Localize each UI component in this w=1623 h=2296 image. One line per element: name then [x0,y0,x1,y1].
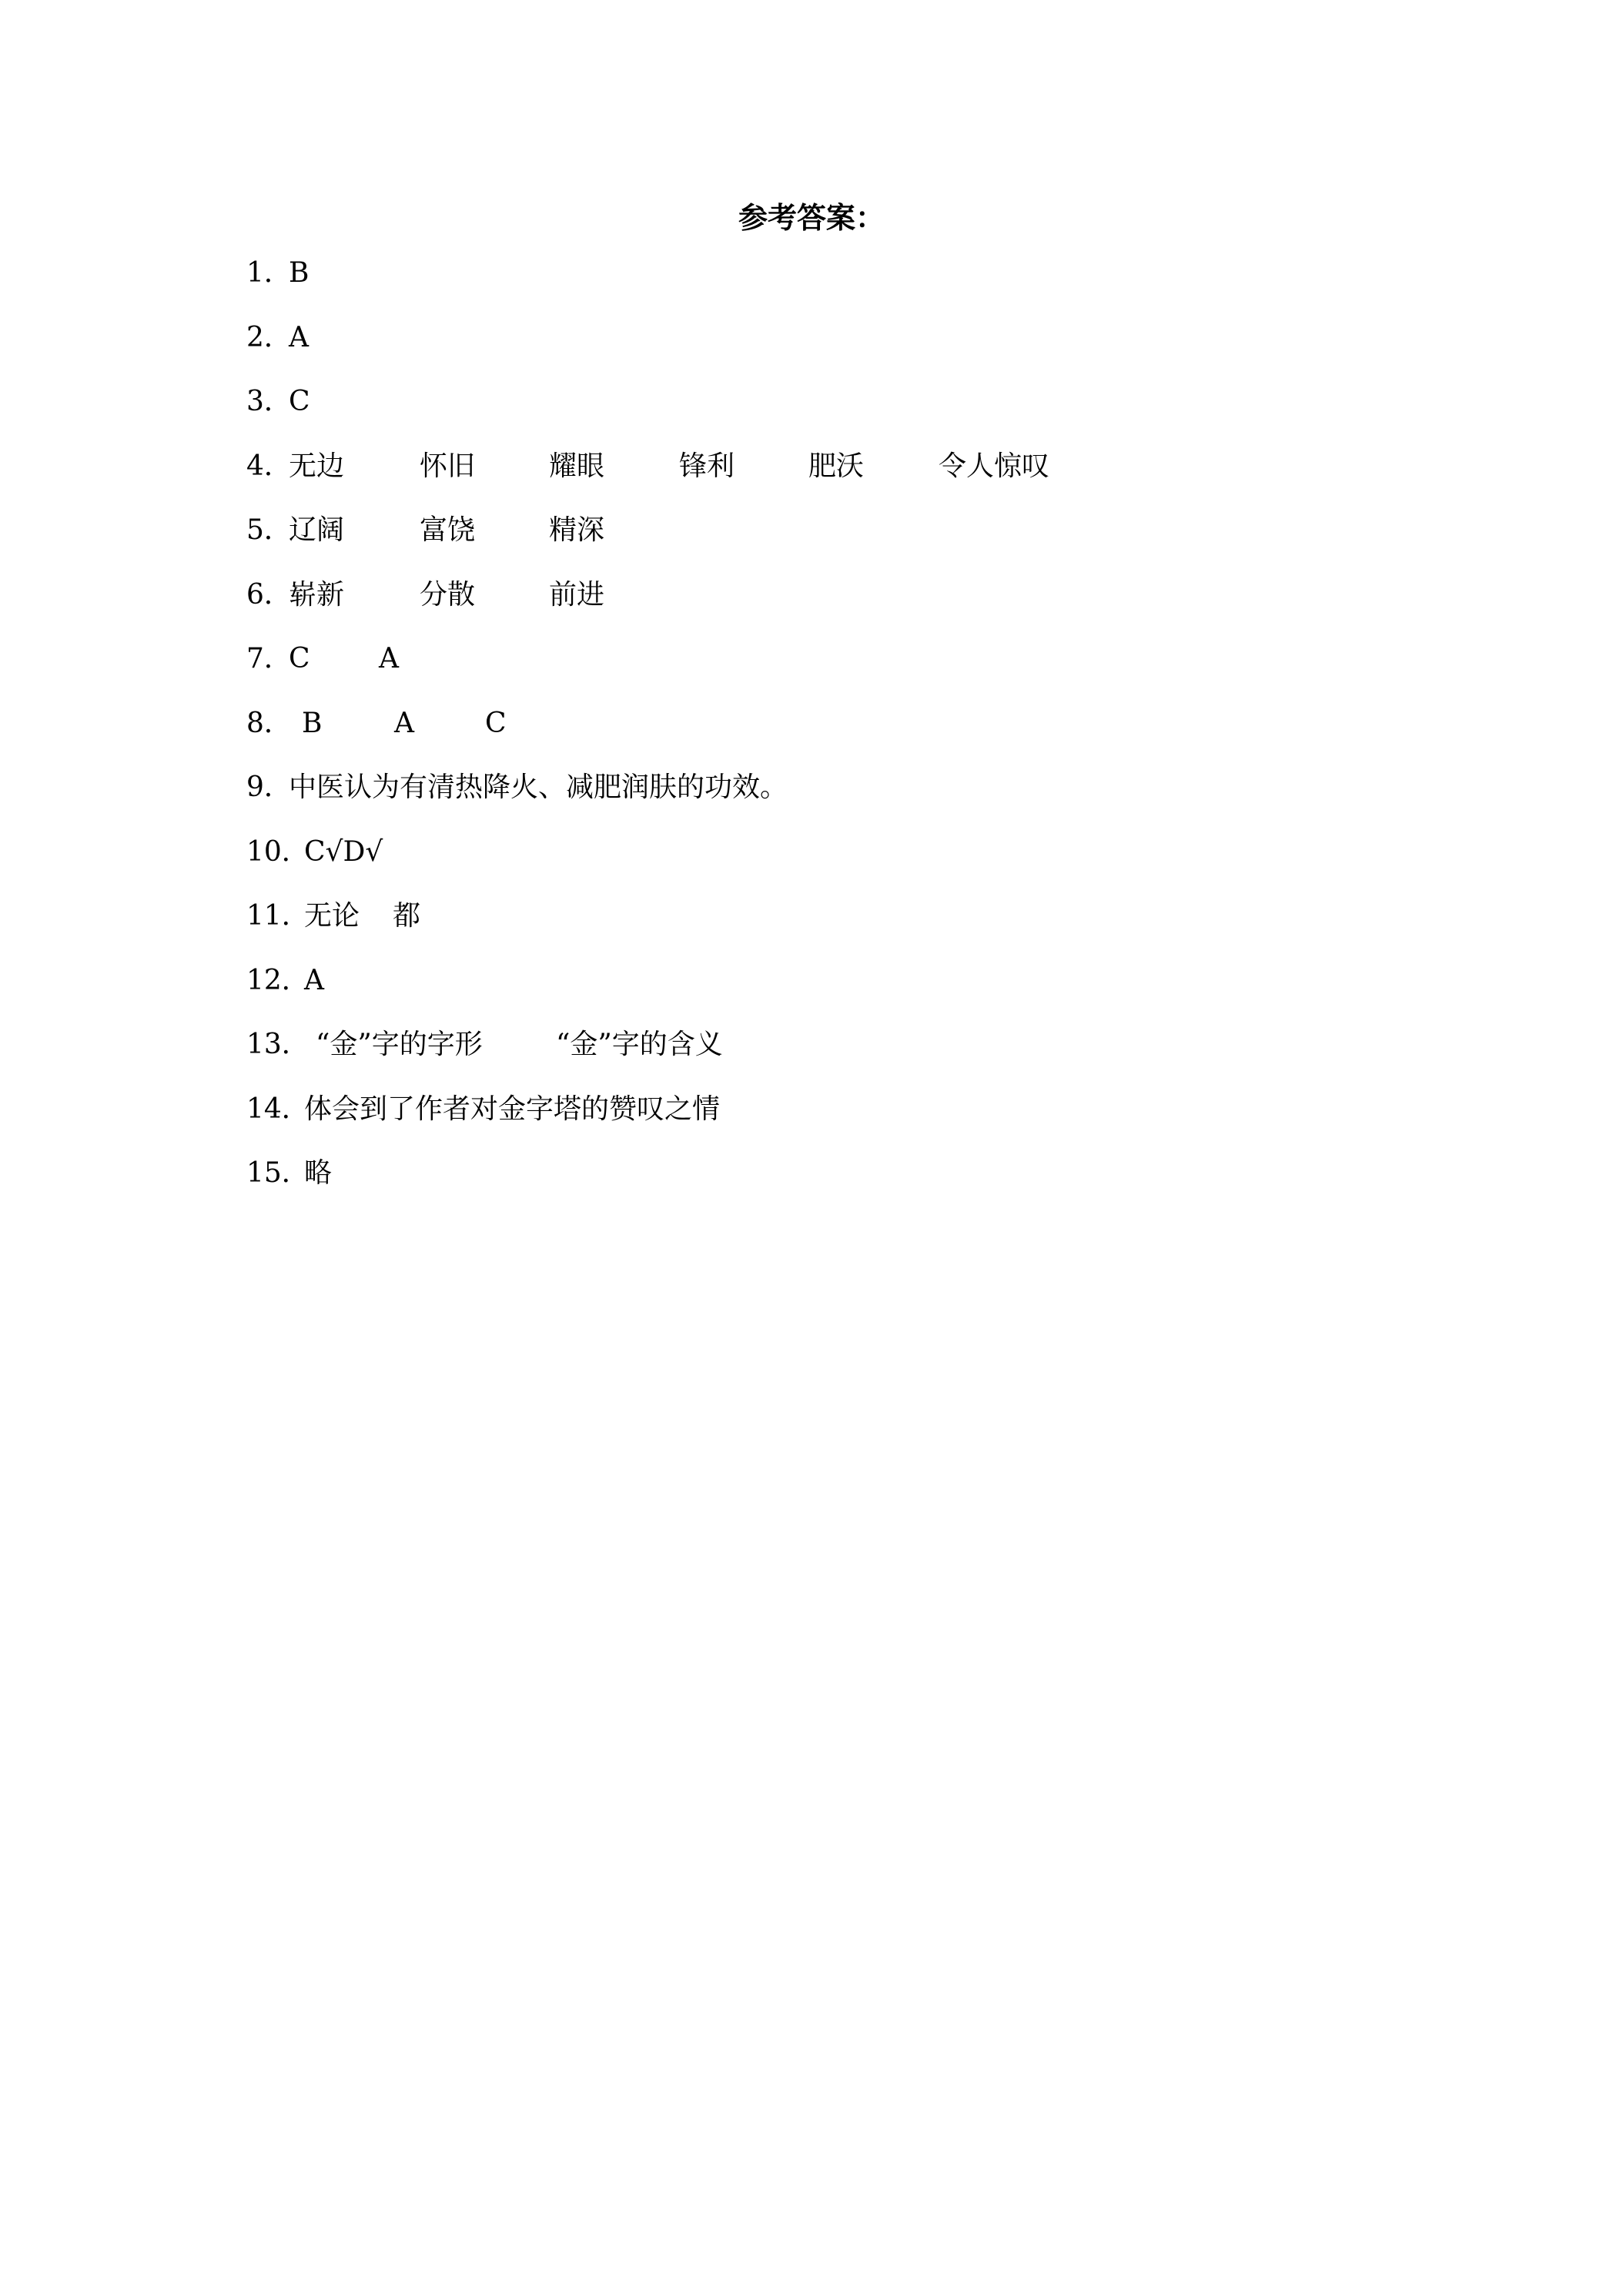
answer-text: 精深 [549,514,605,546]
answer-row-8 [246,705,1401,769]
answer-row-4 [246,447,1401,512]
answer-text: C [485,707,507,739]
answer-number: 5． [246,514,292,546]
answer-text: 怀旧 [420,450,476,482]
answer-row-13 [246,1026,1401,1090]
page-title: 参考答案： [738,201,885,235]
answer-text: C [289,386,310,417]
answer-number: 1． [246,257,292,289]
answer-row-2 [246,319,1401,383]
answer-text: 辽阔 [289,514,345,546]
answer-number: 14． [246,1093,310,1125]
answer-row-11 [246,897,1401,962]
answer-text: A [289,321,309,353]
answer-number: 11． [246,900,310,932]
answer-text: 体会到了作者对金字塔的赞叹之情 [304,1093,721,1125]
answer-text: 中医认为有清热降火、减肥润肤的功效。 [289,771,788,803]
answer-number: 10． [246,835,310,868]
answer-text: 肥沃 [808,450,865,482]
answer-row-14 [246,1090,1401,1155]
answer-text: C [289,643,310,674]
answer-number: 8． [246,707,292,739]
answer-number: 15． [246,1157,310,1189]
answer-text: 富饶 [420,514,476,546]
answer-text: “金”字的含义 [556,1029,723,1060]
answer-number: 6． [246,578,292,611]
answer-number: 3． [246,386,292,417]
answer-text: 锋利 [679,450,735,482]
answer-text: A [394,707,414,739]
answer-row-15 [246,1154,1401,1219]
answer-text: B [289,257,310,289]
answer-number: 7． [246,643,292,674]
answer-row-7 [246,640,1401,705]
answer-row-5 [246,511,1401,576]
answer-text: 分散 [420,578,476,611]
answer-text: A [379,643,399,674]
answer-text: 耀眼 [549,450,605,482]
answer-text: C√D√ [304,835,383,868]
answer-text: 无论 [304,900,360,932]
answer-text: 都 [393,900,421,932]
answer-number: 12． [246,964,310,996]
answer-text: 令人惊叹 [939,450,1050,482]
answer-number: 9． [246,771,292,803]
answer-text: 略 [304,1157,333,1189]
answer-text: “金”字的字形 [316,1029,483,1060]
answer-number: 2． [246,321,292,353]
answer-text: B [302,707,323,739]
answer-list [246,254,1401,1219]
answer-number: 4． [246,450,292,482]
answer-row-1 [246,254,1401,319]
answer-row-3 [246,383,1401,447]
answer-text: 崭新 [289,578,345,611]
answer-row-9 [246,768,1401,833]
answer-text: 无边 [289,450,345,482]
answer-text: 前进 [549,578,605,611]
answer-row-10 [246,833,1401,898]
answer-text: A [304,964,324,996]
answer-number: 13． [246,1029,310,1060]
answer-row-6 [246,576,1401,641]
answer-row-12 [246,962,1401,1026]
